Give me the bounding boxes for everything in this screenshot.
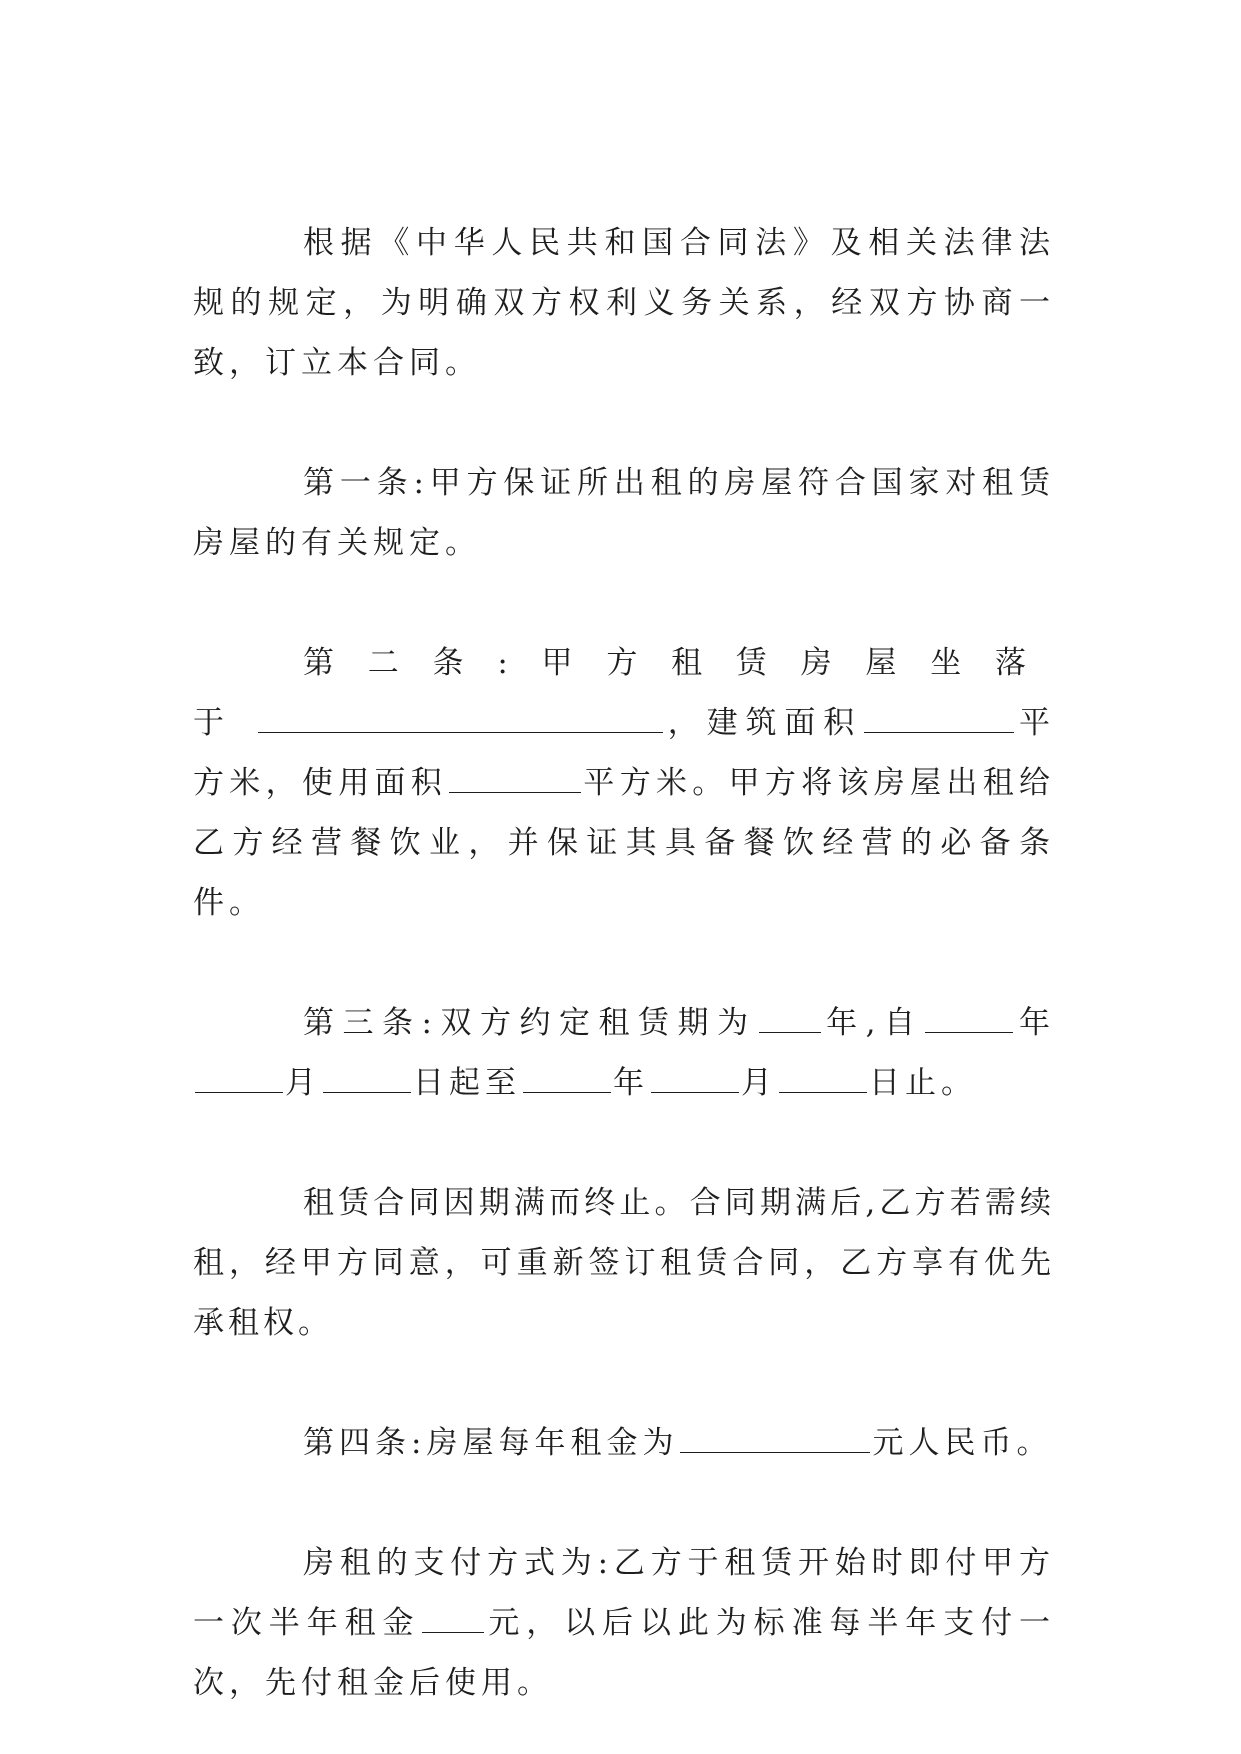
article-3-paragraph [193,993,1055,1113]
article-1-text: 第一条:甲方保证所出租的房屋符合国家对租赁房屋的有关规定。 [193,465,1055,561]
article-2-heading: 第二条:甲方租赁房屋坐落于 [193,645,1055,741]
lease-years-blank [759,1004,821,1033]
end-day-blank [779,1064,867,1093]
payment-text-b: 元，以后以此为标准每半年支付一次，先付租金后使用。 [193,1605,1056,1701]
article-3-text-b: 年,自 [822,1005,924,1041]
article-4-text-b: 元人民币。 [872,1425,1053,1461]
article-3-text-c: 年 [1015,1005,1055,1041]
start-month-blank [195,1064,283,1093]
start-year-blank [925,1004,1013,1033]
article-2-text-c: 平方米。甲方将该房屋出租给乙方经营餐饮业，并保证其具备餐饮经营的必备条件。 [193,765,1056,921]
article-4-paragraph [193,1413,1055,1473]
article-2-text-b: 平方米，使用面积 [193,705,1055,801]
article-3-text-d: 月 [285,1065,321,1101]
building-area-blank [864,704,1014,733]
article-3-text-e: 日起至 [413,1065,521,1101]
article-3-text-h: 日止。 [869,1065,977,1101]
end-month-blank [651,1064,739,1093]
article-3-text-f: 年 [613,1065,649,1101]
article-2-text-a: ，建筑面积 [664,705,863,741]
usable-area-blank [449,764,581,793]
preamble-paragraph [193,213,1055,393]
start-day-blank [323,1064,411,1093]
document-body [193,213,1055,1713]
article-3-text-a: 第三条:双方约定租赁期为 [303,1005,757,1041]
renewal-paragraph [193,1173,1055,1353]
article-4-text-a: 第四条:房屋每年租金为 [303,1425,679,1461]
preamble-text: 根据《中华人民共和国合同法》及相关法律法规的规定，为明确双方权利义务关系，经双方协商一致，订立本合同。 [193,225,1055,381]
end-year-blank [523,1064,611,1093]
renewal-text: 租赁合同因期满而终止。合同期满后,乙方若需续租，经甲方同意，可重新签订租赁合同，乙方享有优先承租权。 [193,1185,1055,1341]
article-1-paragraph [193,453,1055,573]
article-2-paragraph [193,633,1055,933]
article-3-text-g: 月 [741,1065,777,1101]
half-year-rent-blank [422,1604,484,1633]
annual-rent-blank [680,1424,870,1453]
payment-paragraph [193,1533,1055,1713]
payment-text-a: 房租的支付方式为:乙方于租赁开始时即付甲方一次半年租金 [193,1545,1055,1641]
location-blank [258,704,663,733]
